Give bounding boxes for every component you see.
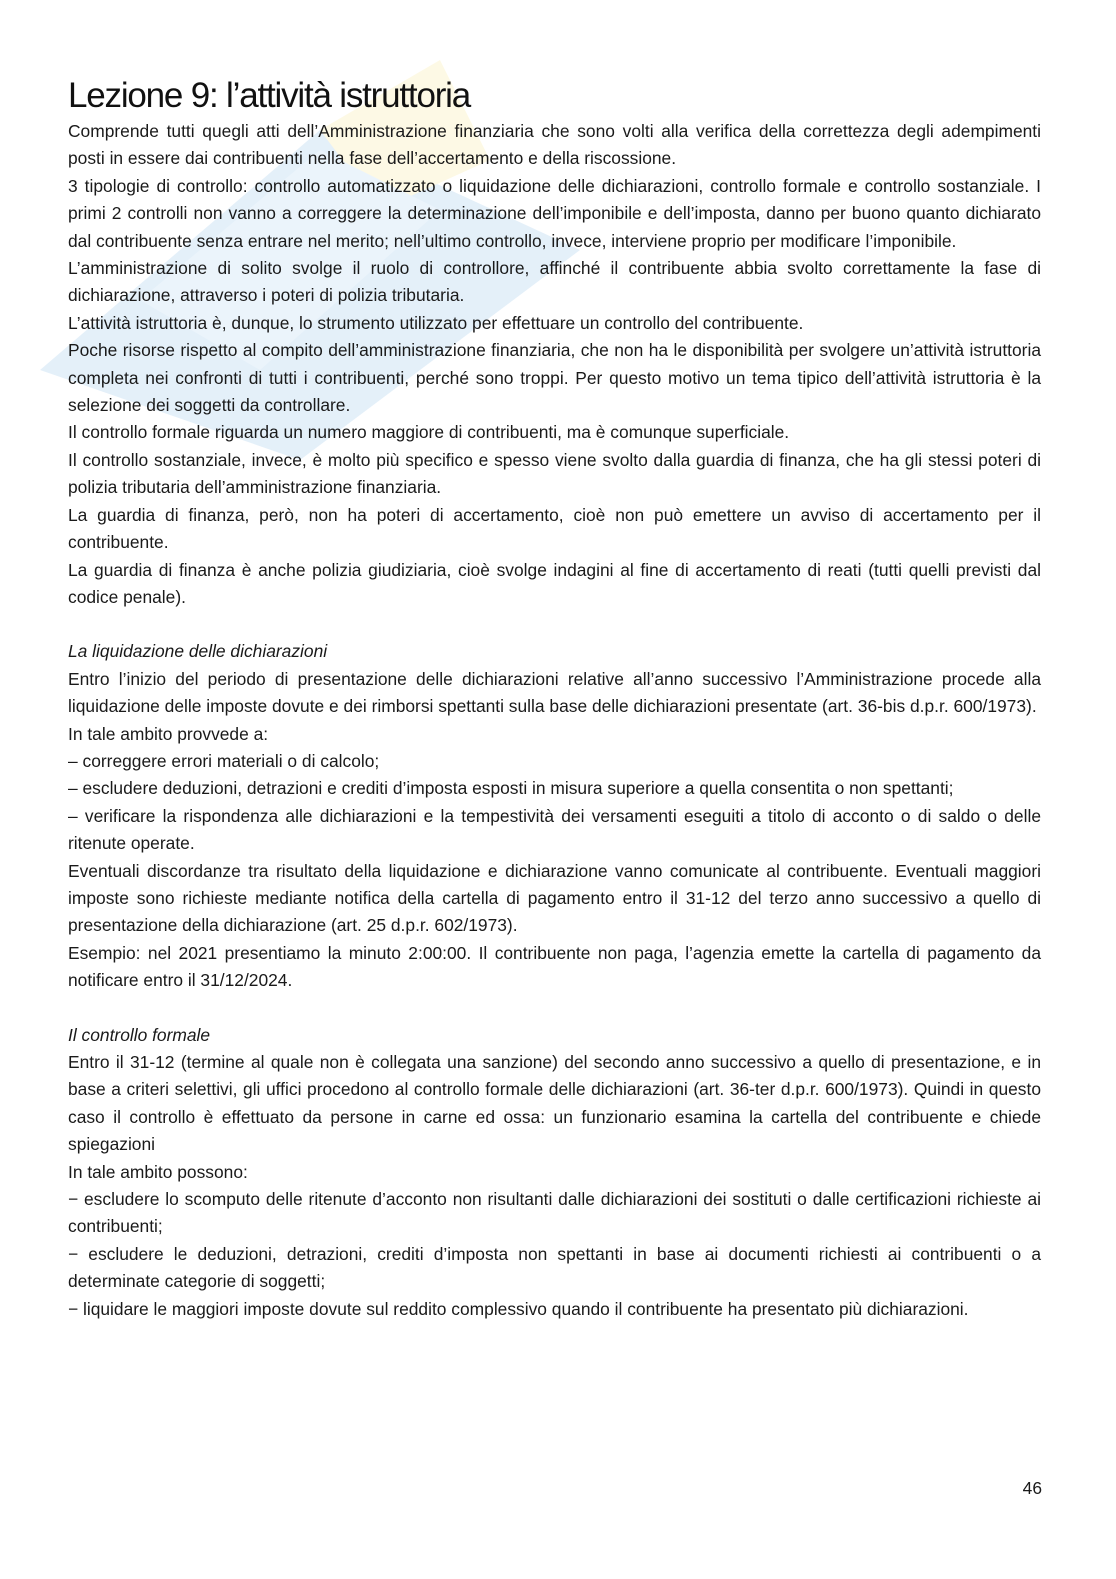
spacer (68, 611, 1041, 638)
list-item: – correggere errori materiali o di calcolo; (68, 750, 380, 771)
list-item: − escludere lo scomputo delle ritenute d’acconto non risultanti dalle dichiarazioni dei sostituti o dalle certificazioni richieste ai contribuenti; (68, 1189, 1041, 1237)
paragraph: Comprende tutti quegli atti dell’Amministrazione finanziaria che sono volti alla verifica della correttezza degli adempimenti posti in essere dai contribuenti nella fase dell’accertamento e della riscossione. (68, 121, 1041, 169)
page-title: Lezione 9: l’attività istruttoria (68, 76, 471, 115)
paragraph: Esempio: nel 2021 presentiamo la minuto 2:00:00. Il contribuente non paga, l’agenzia emette la cartella di pagamento da notificare entro il 31/12/2024. (68, 942, 1041, 991)
spacer (68, 995, 1041, 1022)
paragraph: L’attività istruttoria è, dunque, lo strumento utilizzato per effettuare un controllo del contribuente. (68, 312, 804, 333)
paragraph: In tale ambito possono: (68, 1161, 248, 1182)
paragraph: Il controllo formale riguarda un numero maggiore di contribuenti, ma è comunque superficiale. (68, 422, 790, 443)
document-body (68, 74, 1041, 1323)
paragraph: 3 tipologie di controllo: controllo automatizzato o liquidazione delle dichiarazioni, controllo formale e controllo sostanziale. I primi 2 controlli non vanno a correggere la determinazione dell’imponibile e dell’imposta, danno per buono quanto dichiarato dal contribuente senza entrare nel merito; nell’ultimo controllo, invece, interviene proprio per modificare l’imponibile. (68, 175, 1041, 251)
paragraph: Entro il 31-12 (termine al quale non è collegata una sanzione) del secondo anno successivo a quello di presentazione, e in base a criteri selettivi, gli uffici procedono al controllo formale delle dichiarazioni (art. 36-ter d.p.r. 600/1973). Quindi in questo caso il controllo è effettuato da persone in carne ed ossa: un funzionario esamina la cartella del contribuente e chiede spiegazioni (68, 1052, 1041, 1155)
section-heading-liquidazione: La liquidazione delle dichiarazioni (68, 641, 328, 662)
paragraph: La guardia di finanza è anche polizia giudiziaria, cioè svolge indagini al fine di accertamento di reati (tutti quelli previsti dal codice penale). (68, 559, 1041, 607)
paragraph: Poche risorse rispetto al compito dell’amministrazione finanziaria, che non ha le disponibilità per svolgere un’attività istruttoria completa nei confronti di tutti i contribuenti, perché sono troppi. Per questo motivo un tema tipico dell’attività istruttoria è la selezione dei soggetti da controllare. (68, 340, 1041, 416)
list-item: − escludere le deduzioni, detrazioni, crediti d’imposta non spettanti in base ai documenti richiesti ai contribuenti o a determinate categorie di soggetti; (68, 1243, 1041, 1292)
paragraph: Entro l’inizio del periodo di presentazione delle dichiarazioni relative all’anno successivo l’Amministrazione procede alla liquidazione delle imposte dovute e dei rimborsi spettanti sulla base delle dichiarazioni presentate (art. 36-bis d.p.r. 600/1973). (68, 668, 1041, 717)
page-number: 46 (1022, 1478, 1042, 1498)
paragraph: La guardia di finanza, però, non ha poteri di accertamento, cioè non può emettere un avviso di accertamento per il contribuente. (68, 504, 1041, 553)
list-item: – verificare la rispondenza alle dichiarazioni e la tempestività dei versamenti eseguiti a titolo di acconto o di saldo o delle ritenute operate. (68, 805, 1041, 854)
paragraph: Eventuali discordanze tra risultato della liquidazione e dichiarazione vanno comunicate al contribuente. Eventuali maggiori imposte sono richieste mediante notifica della cartella di pagamento entro il 31-12 del terzo anno successivo a quello di presentazione della dichiarazione (art. 25 d.p.r. 602/1973). (68, 860, 1041, 936)
section-heading-controllo-formale: Il controllo formale (68, 1024, 211, 1045)
paragraph: In tale ambito provvede a: (68, 723, 269, 744)
paragraph: Il controllo sostanziale, invece, è molto più specifico e spesso viene svolto dalla guardia di finanza, che ha gli stessi poteri di polizia tributaria dell’amministrazione finanziaria. (68, 449, 1041, 498)
list-item: – escludere deduzioni, detrazioni e crediti d’imposta esposti in misura superiore a quella consentita o non spettanti; (68, 778, 954, 799)
paragraph: L’amministrazione di solito svolge il ruolo di controllore, affinché il contribuente abbia svolto correttamente la fase di dichiarazione, attraverso i poteri di polizia tributaria. (68, 258, 1041, 306)
list-item: − liquidare le maggiori imposte dovute sul reddito complessivo quando il contribuente ha presentato più dichiarazioni. (68, 1298, 969, 1319)
